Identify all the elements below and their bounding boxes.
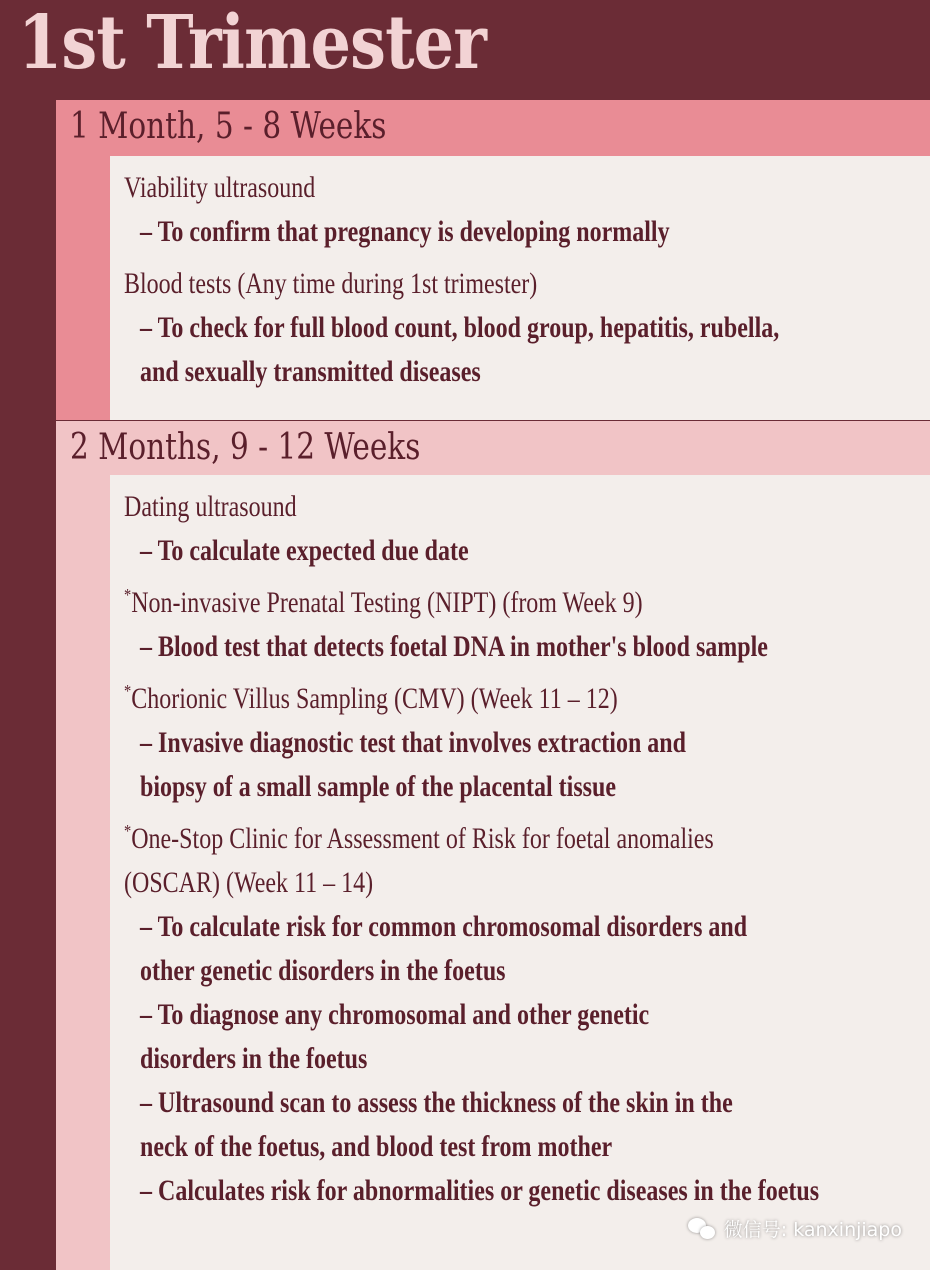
test-title: One-Stop Clinic for Assessment of Risk for foetal anomalies (OSCAR) (Week 11 – 14) <box>124 822 714 899</box>
test-description <box>124 210 916 254</box>
watermark-text: 微信号: kanxinjiapo <box>723 1219 902 1241</box>
test-item <box>124 166 916 254</box>
asterisk-marker: * <box>124 821 132 841</box>
test-description <box>124 1081 916 1169</box>
test-item <box>124 485 916 573</box>
page-title: 1st Trimester <box>18 0 486 86</box>
test-description <box>124 529 916 573</box>
test-title: Viability ultrasound <box>124 171 316 204</box>
test-description-text: – To check for full blood count, blood group, hepatitis, rubella, and sexually transmitted diseases <box>140 311 780 388</box>
test-description <box>124 306 916 394</box>
test-description-text: – Blood test that detects foetal DNA in mother's blood sample <box>140 630 768 663</box>
asterisk-marker: * <box>124 681 132 701</box>
section-heading: 2 Months, 9 - 12 Weeks <box>70 427 421 468</box>
test-description <box>124 1169 916 1213</box>
test-title-row <box>124 677 916 721</box>
test-item <box>124 581 916 669</box>
test-description-text: – To calculate risk for common chromosomal disorders and other genetic disorders in the foetus <box>140 910 748 987</box>
test-description <box>124 721 916 809</box>
section-heading: 1 Month, 5 - 8 Weeks <box>70 106 387 147</box>
test-title: Dating ultrasound <box>124 490 297 523</box>
test-description-text: – To calculate expected due date <box>140 534 469 567</box>
asterisk-marker: * <box>124 585 132 605</box>
test-item <box>124 677 916 809</box>
test-title-row <box>124 581 916 625</box>
section-panel <box>110 475 930 1270</box>
section-month-1 <box>56 100 930 420</box>
test-description <box>124 905 916 993</box>
test-description-text: – Calculates risk for abnormalities or genetic diseases in the foetus <box>140 1174 820 1207</box>
test-description <box>124 625 916 669</box>
test-description-text: – To diagnose any chromosomal and other genetic disorders in the foetus <box>140 998 650 1075</box>
test-item <box>124 817 916 1213</box>
section-month-2 <box>56 421 930 1270</box>
test-description <box>124 993 916 1081</box>
test-title: Blood tests (Any time during 1st trimester) <box>124 267 538 300</box>
test-title: Non-invasive Prenatal Testing (NIPT) (from Week 9) <box>131 586 643 619</box>
test-description-text: – Ultrasound scan to assess the thickness of the skin in the neck of the foetus, and blood test from mother <box>140 1086 733 1163</box>
test-description-text: – Invasive diagnostic test that involves extraction and biopsy of a small sample of the placental tissue <box>140 726 686 803</box>
wechat-watermark <box>688 1215 902 1242</box>
test-title-row <box>124 817 796 905</box>
test-title: Chorionic Villus Sampling (CMV) (Week 11 – 12) <box>131 682 618 715</box>
test-item <box>124 262 916 394</box>
section-panel <box>110 156 930 420</box>
wechat-icon <box>688 1216 718 1242</box>
test-description-text: – To confirm that pregnancy is developing normally <box>140 215 670 248</box>
